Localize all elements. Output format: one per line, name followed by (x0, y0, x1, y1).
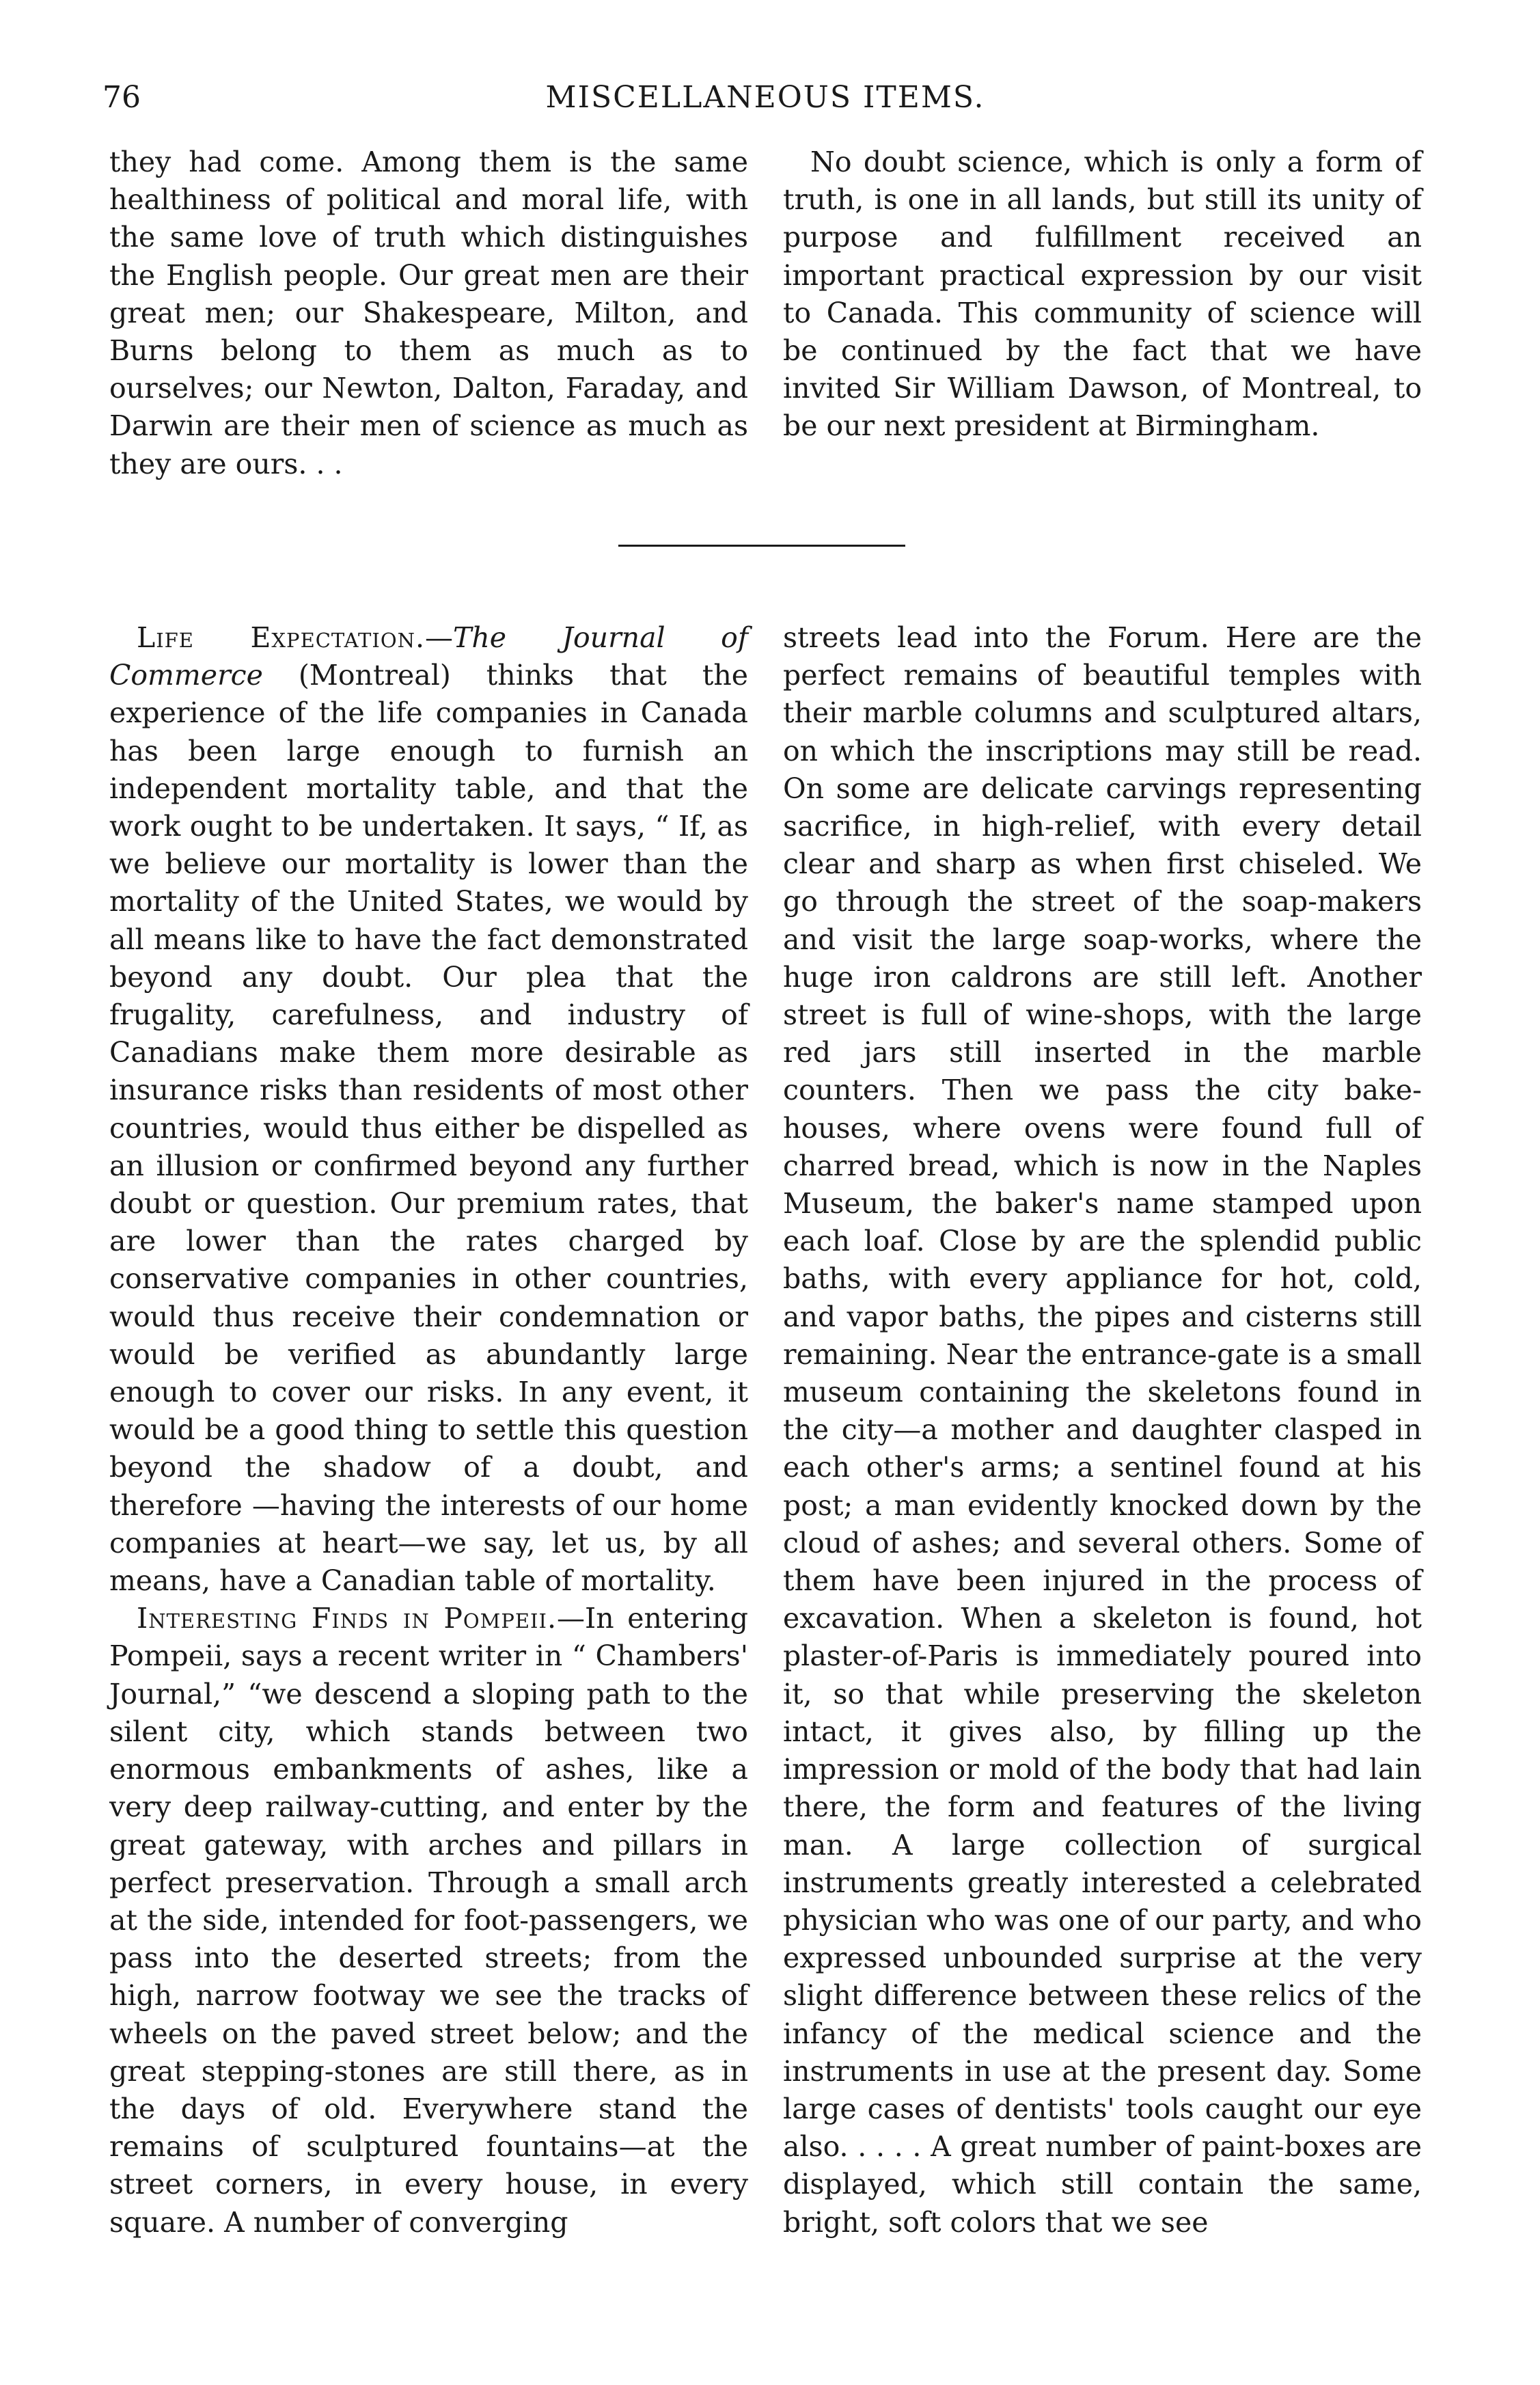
top-right-column (783, 144, 1422, 446)
section-divider (618, 545, 905, 547)
top-left-column (109, 144, 748, 483)
life-expectation-article (109, 619, 748, 1600)
top-left-paragraph: they had come. Among them is the same healthiness of political and moral life, with the same love of truth which distinguishes the English people. Our great men are their great men; our Shakespeare, Milton, and Burns belong to them as much as to ourselves; our Newton, Dalton, Faraday, and Darwin are their men of science as much as they are ours. . . (109, 146, 748, 480)
pompeii-heading: Interesting Finds in Pompeii. (137, 1602, 557, 1635)
bottom-left-column (109, 619, 748, 2241)
pompeii-text-part1: In entering Pompeii, says a recent writer in “ Chambers' Journal,” “we descend a sloping path to the silent city, which stands between two enormous embankments of ashes, like a very deep railway-cutting, and enter by the great gateway, with arches and pillars in perfect preservation. Through a small arch at the side, intended for foot-passengers, we pass into the deserted streets; from the high, narrow footway we see the tracks of wheels on the paved street below; and the great stepping-stones are still there, as in the days of old. Everywhere stand the remains of sculptured fountains—at the street corners, in every house, in every square. A number of converging (109, 1602, 748, 2239)
pompeii-continued: streets lead into the Forum. Here are the perfect remains of beautiful temples with their marble columns and sculptured altars, on which the inscriptions may still be read. On some are delicate carvings representing sacrifice, in high-relief, with every detail clear and sharp as when first chiseled. We go through the street of the soap-makers and visit the large soap-works, where the huge iron caldrons are still left. Another street is full of wine-shops, with the large red jars still inserted in the marble counters. Then we pass the city bake-houses, where ovens were found full of charred bread, which is now in the Naples Museum, the baker's name stamped upon each loaf. Close by are the splendid public baths, with every appliance for hot, cold, and vapor baths, the pipes and cisterns still remaining. Near the entrance-gate is a small museum containing the skeletons found in the city—a mother and daughter clasped in each other's arms; a sentinel found at his post; a man evidently knocked down by the cloud of ashes; and several others. Some of them have been injured in the process of excavation. When a skeleton is found, hot plaster-of-Paris is immediately poured into it, so that while preserving the skeleton intact, it gives also, by filling up the impression or mold of the body that had lain there, the form and features of the living man. A large collection of surgical instruments greatly interested a celebrated physician who was one of our party, and who expressed unbounded surprise at the very slight difference between these relics of the infancy of the medical science and the instruments in use at the present day. Some large cases of dentists' tools caught our eye also. . . . . A great number of paint-boxes are displayed, which still contain the same, bright, soft colors that we see (783, 621, 1422, 2239)
running-head: MISCELLANEOUS ITEMS. (545, 80, 985, 115)
page-header (102, 74, 1428, 122)
life-expectation-dash: — (425, 621, 454, 654)
bottom-right-column (783, 619, 1422, 2241)
life-expectation-source: The Journal of Commerce (109, 621, 749, 692)
pompeii-article (109, 1600, 748, 2241)
page-number: 76 (102, 80, 141, 115)
life-expectation-heading: Life Expectation. (137, 621, 426, 654)
pompeii-dash: — (557, 1602, 585, 1635)
top-right-paragraph: No doubt science, which is only a form of truth, is one in all lands, but still its unity of purpose and fulfillment received an important practical expression by our visit to Canada. This community of science will be continued by the fact that we have invited Sir William Dawson, of Montreal, to be our next president at Birmingham. (783, 146, 1422, 443)
life-expectation-text: (Montreal) thinks that the experience of the life companies in Canada has been large enough to furnish an independent mortality table, and that the work ought to be undertaken. It says, “ If, as we believe our mortality is lower than the mortality of the United States, we would by all means like to have the fact demonstrated beyond any doubt. Our plea that the frugality, carefulness, and industry of Canadians make them more desirable as insurance risks than residents of most other countries, would thus either be dispelled as an illusion or confirmed beyond any further doubt or question. Our premium rates, that are lower than the rates charged by conservative companies in other countries, would thus receive their condemnation or would be verified as abundantly large enough to cover our risks. In any event, it would be a good thing to settle this question beyond the shadow of a doubt, and therefore —having the interests of our home companies at heart—we say, let us, by all means, have a Canadian table of mortality. (109, 659, 748, 1598)
